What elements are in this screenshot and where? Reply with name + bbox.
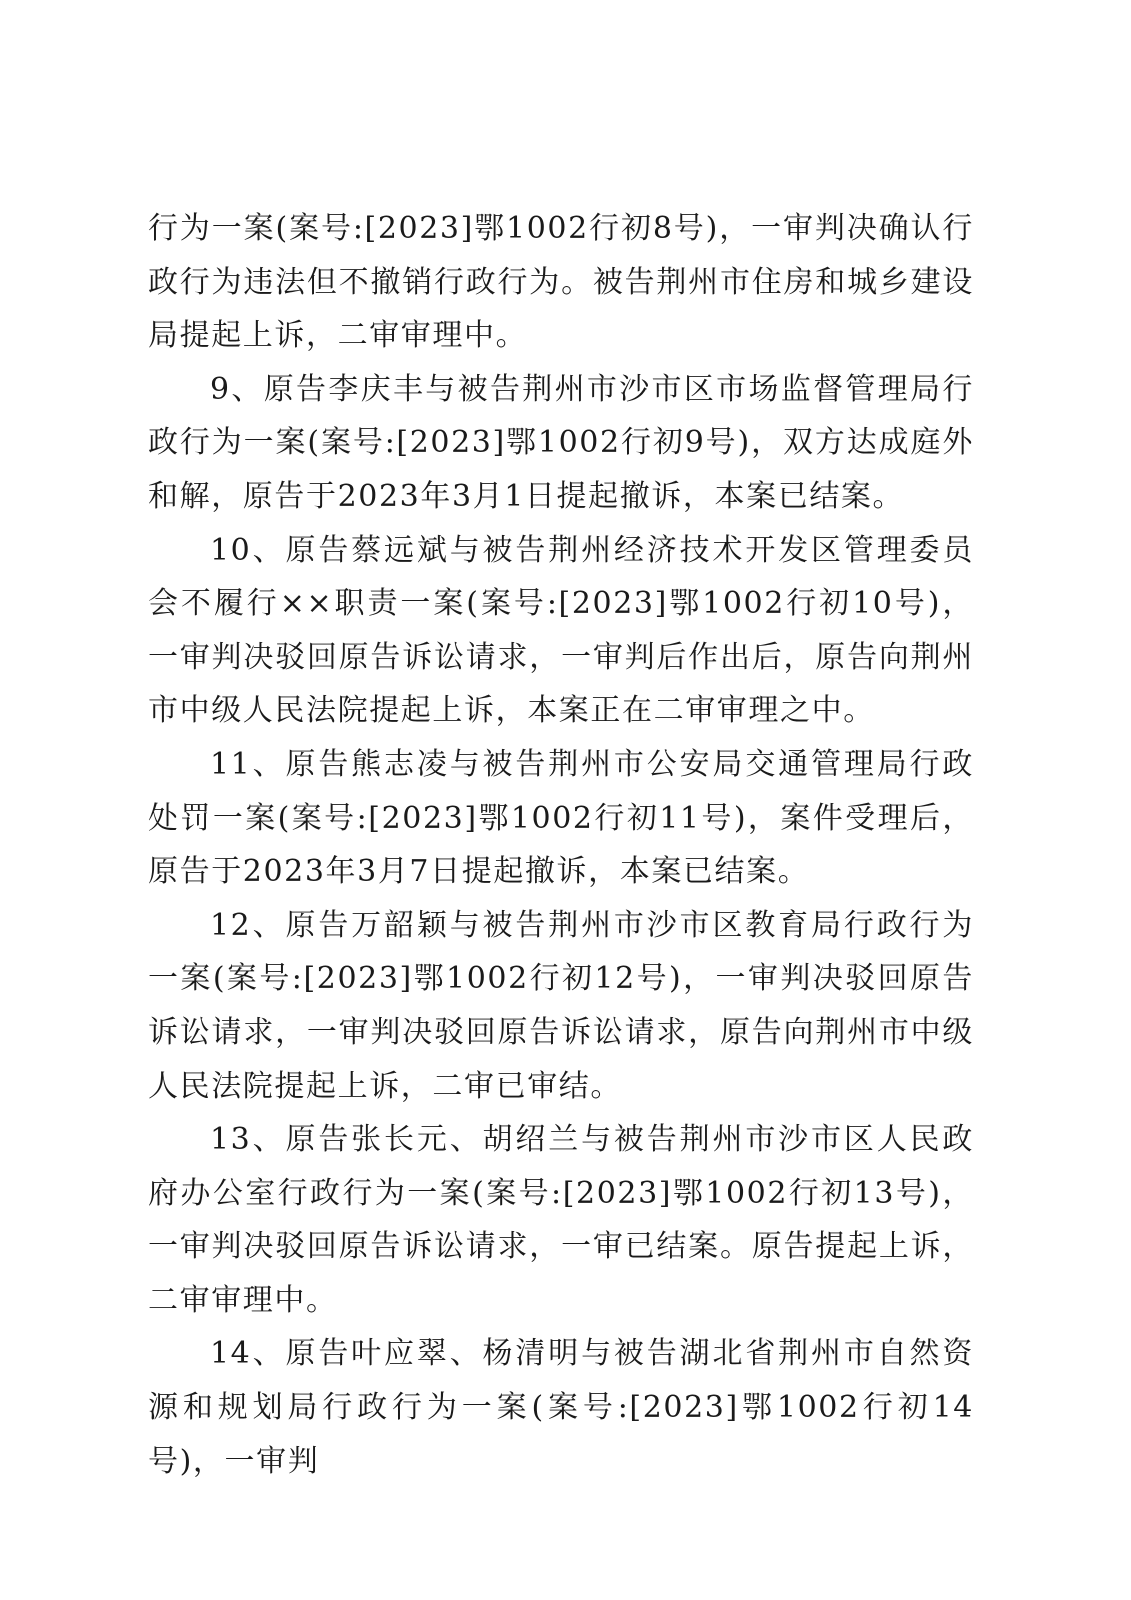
paragraph-case-8-continued: 行为一案(案号:[2023]鄂1002行初8号)，一审判决确认行政行为违法但不撤销行政行为。被告荆州市住房和城乡建设局提起上诉，二审审理中。 xyxy=(148,211,974,354)
document-body xyxy=(148,202,974,1488)
paragraph-case-14: 14、原告叶应翠、杨清明与被告湖北省荆州市自然资源和规划局行政行为一案(案号:[2023]鄂1002行初14号)，一审判 xyxy=(148,1336,974,1479)
paragraph-case-10: 10、原告蔡远斌与被告荆州经济技术开发区管理委员会不履行××职责一案(案号:[2023]鄂1002行初10号)，一审判决驳回原告诉讼请求，一审判后作出后，原告向荆州市中级人民法院提起上诉，本案正在二审审理之中。 xyxy=(148,532,974,729)
paragraph-case-13: 13、原告张长元、胡绍兰与被告荆州市沙市区人民政府办公室行政行为一案(案号:[2023]鄂1002行初13号)，一审判决驳回原告诉讼请求，一审已结案。原告提起上诉，二审审理中。 xyxy=(148,1122,974,1318)
paragraph-case-12: 12、原告万韶颖与被告荆州市沙市区教育局行政行为一案(案号:[2023]鄂1002行初12号)，一审判决驳回原告诉讼请求，一审判决驳回原告诉讼请求，原告向荆州市中级人民法院提起上诉，二审已审结。 xyxy=(148,907,974,1104)
paragraph-case-9: 9、原告李庆丰与被告荆州市沙市区市场监督管理局行政行为一案(案号:[2023]鄂1002行初9号)，双方达成庭外和解，原告于2023年3月1日提起撤诉，本案已结案。 xyxy=(148,371,974,514)
paragraph-case-11: 11、原告熊志凌与被告荆州市公安局交通管理局行政处罚一案(案号:[2023]鄂1002行初11号)，案件受理后，原告于2023年3月7日提起撤诉，本案已结案。 xyxy=(148,746,974,890)
